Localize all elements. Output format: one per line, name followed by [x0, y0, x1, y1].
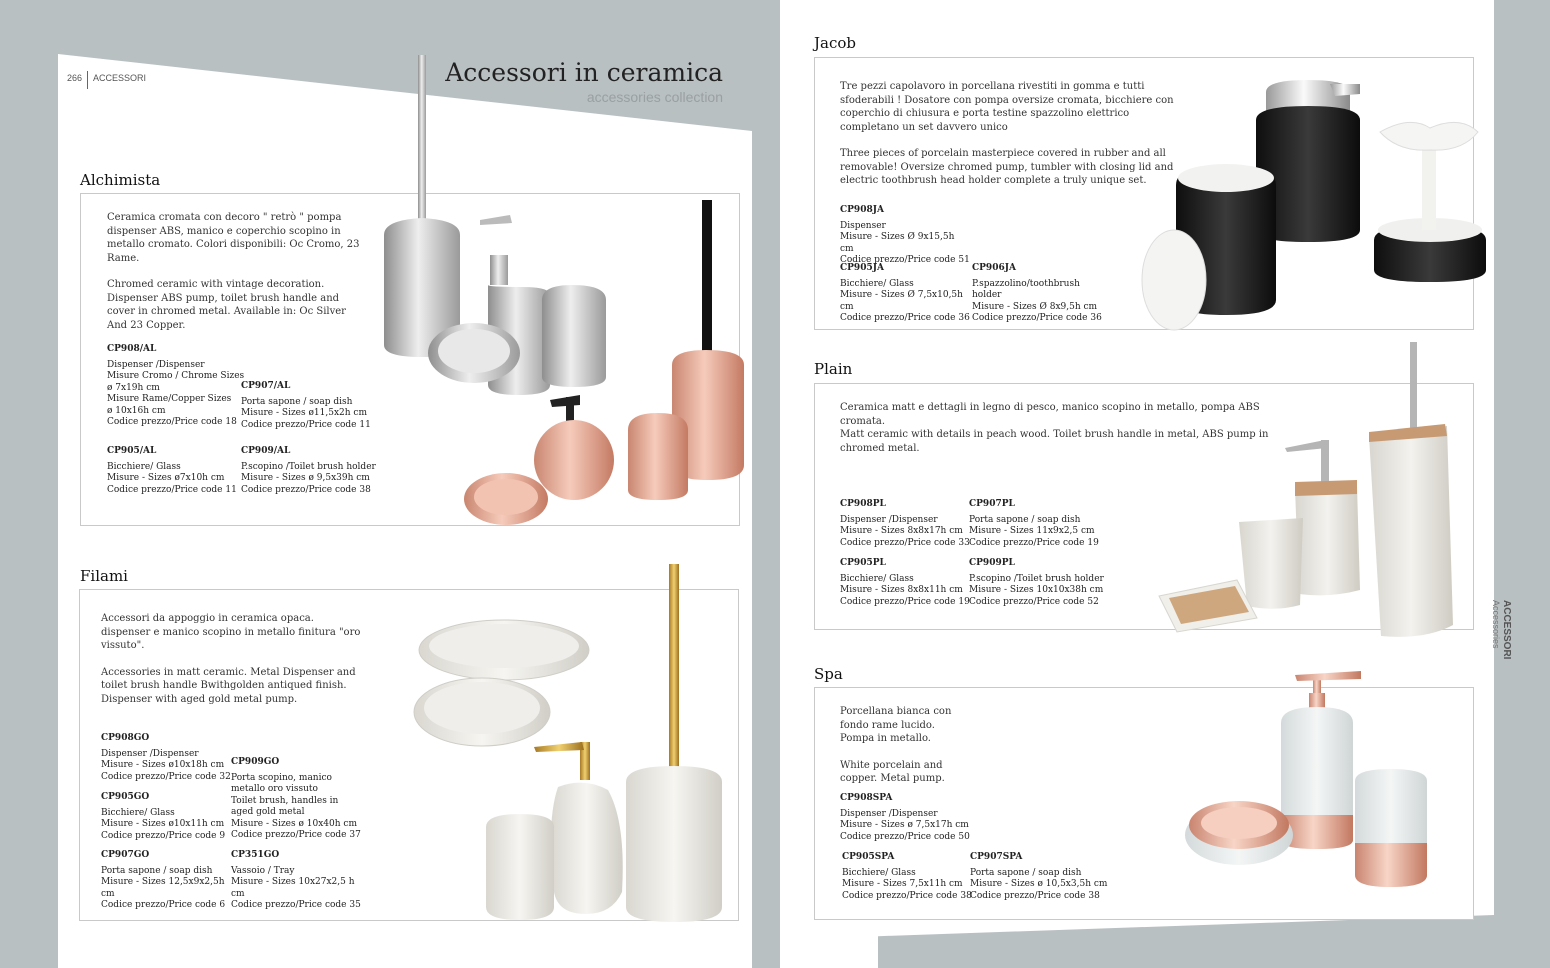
product-line: Bicchiere/ Glass	[101, 807, 175, 818]
alchimista-desc-en: Chromed ceramic with vintage decoration. Dispenser ABS pump, toilet brush handle and cover in chromed metal. Available in: Oc Silver And 23 Copper.	[107, 279, 346, 331]
product-code: CP905PL	[840, 558, 886, 568]
product-line: Codice prezzo/Price code 35	[231, 900, 361, 910]
product-code: CP351GO	[231, 850, 280, 860]
product-line: Porta sapone / soap dish	[101, 865, 213, 876]
product-line: Misure - Sizes 8x8x11h cm	[840, 585, 963, 595]
product-cp907go	[101, 850, 231, 912]
alchimista-product-photo	[380, 55, 720, 535]
section-title-plain: Plain	[814, 360, 853, 378]
spa-desc-it: Porcellana bianca con fondo rame lucido. Pompa in metallo.	[840, 706, 952, 744]
spa-desc-en: White porcelain and copper. Metal pump.	[840, 759, 945, 784]
product-line: P.spazzolino/toothbrush holder	[972, 278, 1080, 300]
product-line: ø 10x16h cm	[107, 405, 166, 416]
product-code: CP908PL	[840, 499, 886, 509]
product-line: ø 7x19h cm	[107, 382, 160, 393]
product-line: Codice prezzo/Price code 36	[840, 313, 970, 323]
side-tab	[1491, 600, 1512, 659]
product-code: CP907SPA	[970, 852, 1023, 862]
product-line: Porta sapone / soap dish	[970, 867, 1082, 878]
header-divider	[87, 71, 88, 89]
product-line: Bicchiere/ Glass	[840, 573, 914, 584]
product-line: Misure - Sizes ø 10,5x3,5h cm	[970, 879, 1108, 889]
alchimista-description	[107, 211, 365, 345]
product-line: Misure - Sizes ø 9,5x39h cm	[241, 473, 370, 483]
product-code: CP905/AL	[107, 446, 157, 456]
product-line: Dispenser /Dispenser	[101, 748, 199, 759]
product-line: Codice prezzo/Price code 36	[972, 313, 1102, 323]
product-cp905go	[101, 792, 231, 842]
product-line: Codice prezzo/Price code 50	[840, 831, 970, 842]
product-line: Toilet brush, handles in	[231, 795, 339, 806]
plain-desc-en: Matt ceramic with details in peach wood. Toilet brush handle in metal, ABS pump in chromed metal.	[840, 429, 1269, 454]
product-line: Codice prezzo/Price code 6	[101, 900, 226, 910]
filami-product-photo	[412, 562, 732, 942]
section-title-alchimista: Alchimista	[80, 171, 161, 189]
product-line: Vassoio / Tray	[231, 865, 295, 876]
product-line: Dispenser	[840, 220, 886, 231]
product-line: Porta scopino, manico	[231, 772, 332, 783]
product-line: Misure - Sizes 11x9x2,5 cm	[969, 526, 1095, 536]
product-cp908go	[101, 733, 231, 783]
page-section-label: ACCESSORI	[93, 73, 147, 83]
product-cp909-al	[241, 446, 391, 496]
product-line: Misure - Sizes Ø 8x9,5h cm	[972, 301, 1098, 312]
product-line: Porta sapone / soap dish	[241, 396, 353, 407]
product-line: Misure - Sizes 8x8x17h cm	[840, 526, 963, 536]
jacob-desc-en: Three pieces of porcelain masterpiece covered in rubber and all removable! Oversize chromed pump, tumbler with closing lid and electric toothbrush head holder complete a truly unique set.	[840, 148, 1174, 186]
product-code: CP907PL	[969, 499, 1015, 509]
product-line: Codice prezzo/Price code 11	[241, 419, 371, 430]
product-line: aged gold metal	[231, 807, 305, 817]
product-line: Codice prezzo/Price code 33	[840, 537, 970, 548]
spa-product-photo	[1185, 665, 1445, 895]
product-cp907-al	[241, 381, 381, 431]
product-line: Misure - Sizes Ø 7,5x10,5h cm	[840, 290, 963, 312]
product-line: Porta sapone / soap dish	[969, 514, 1081, 525]
product-line: Bicchiere/ Glass	[842, 867, 916, 878]
product-line: Misure - Sizes 12,5x9x2,5h cm	[101, 877, 225, 899]
product-line: Misure - Sizes ø7x10h cm	[107, 473, 225, 483]
product-line: Misure - Sizes ø10x18h cm	[101, 760, 225, 770]
plain-desc-it: Ceramica matt e dettagli in legno di pesco, manico scopino in metallo, pompa ABS cromata.	[840, 402, 1260, 427]
product-code: CP908SPA	[840, 793, 893, 803]
jacob-product-photo	[1140, 70, 1495, 335]
product-line: Misure - Sizes ø10x11h cm	[101, 819, 225, 829]
jacob-description	[840, 80, 1174, 201]
page-subtitle: accessories collection	[586, 89, 723, 105]
product-line: Misure - Sizes 7,5x11h cm	[842, 879, 963, 889]
product-line: Misure - Sizes ø11,5x2h cm	[241, 408, 367, 418]
product-cp908pl	[840, 499, 970, 549]
product-line: Codice prezzo/Price code 11	[107, 484, 237, 495]
product-code: CP909GO	[231, 757, 280, 767]
product-line: Dispenser /Dispenser	[107, 359, 205, 370]
product-cp907spa	[970, 852, 1110, 902]
product-line: Codice prezzo/Price code 38	[970, 890, 1100, 901]
product-cp351go	[231, 850, 361, 912]
product-line: Misure - Sizes ø 10x40h cm	[231, 818, 357, 829]
right-gray-margin	[1494, 0, 1550, 968]
product-code: CP907/AL	[241, 381, 291, 391]
plain-product-photo	[1155, 340, 1460, 642]
section-title-spa: Spa	[814, 665, 843, 683]
product-code: CP907GO	[101, 850, 150, 860]
product-line: Misure - Sizes 10x27x2,5 h cm	[231, 877, 355, 899]
product-line: Misure - Sizes Ø 9x15,5h cm	[840, 232, 955, 254]
product-line: P.scopino /Toilet brush holder	[241, 461, 376, 472]
product-line: Codice prezzo/Price code 38	[241, 484, 371, 495]
product-line: Codice prezzo/Price code 52	[969, 596, 1099, 607]
product-line: Codice prezzo/Price code 9	[101, 830, 226, 841]
product-code: CP908/AL	[107, 344, 157, 354]
alchimista-desc-it: Ceramica cromata con decoro " retrò " pompa dispenser ABS, manico e coperchio scopino in metallo cromato. Colori disponibili: Oc Cromo, 23 Rame.	[107, 212, 360, 264]
product-cp908ja	[840, 205, 970, 267]
side-tab-main: ACCESSORI	[1501, 600, 1512, 660]
filami-desc-en: Accessories in matt ceramic. Metal Dispenser and toilet brush handle Bwithgolden antiqued finish. Dispenser with aged gold metal pump.	[101, 666, 356, 705]
product-cp907pl	[969, 499, 1109, 549]
product-cp905spa	[842, 852, 972, 902]
product-line: Codice prezzo/Price code 37	[231, 830, 361, 840]
product-line: Misure Rame/Copper Sizes	[107, 394, 232, 404]
product-cp909go	[231, 757, 361, 842]
product-code: CP905JA	[840, 263, 884, 273]
product-line: Dispenser /Dispenser	[840, 514, 938, 525]
product-line: Codice prezzo/Price code 51	[840, 255, 970, 265]
product-cp905ja	[840, 263, 972, 325]
product-line: metallo oro vissuto	[231, 784, 318, 794]
product-line: Misure Cromo / Chrome Sizes	[107, 371, 245, 381]
filami-description	[101, 612, 363, 719]
product-code: CP909PL	[969, 558, 1015, 568]
product-line: Misure - Sizes ø 7,5x17h cm	[840, 820, 969, 830]
side-tab-sub: Accessories	[1491, 600, 1501, 649]
product-line: Codice prezzo/Price code 38	[842, 890, 972, 901]
product-line: Dispenser /Dispenser	[840, 808, 938, 819]
product-cp906ja	[972, 263, 1112, 325]
product-line: Codice prezzo/Price code 18	[107, 417, 237, 427]
product-code: CP905SPA	[842, 852, 895, 862]
product-code: CP905GO	[101, 792, 150, 802]
product-line: P.scopino /Toilet brush holder	[969, 573, 1104, 584]
product-line: Misure - Sizes 10x10x38h cm	[969, 585, 1104, 595]
product-cp908spa	[840, 793, 970, 843]
product-line: Bicchiere/ Glass	[840, 278, 914, 289]
product-line: Codice prezzo/Price code 19	[840, 596, 970, 607]
product-line: Codice prezzo/Price code 32	[101, 771, 231, 782]
product-cp908-al	[107, 344, 247, 429]
page-number: 266	[67, 73, 83, 83]
page-title: Accessori in ceramica	[445, 58, 723, 87]
jacob-desc-it: Tre pezzi capolavoro in porcellana rivestiti in gomma e tutti sfoderabili ! Dosatore con pompa oversize cromata, bicchiere con coperchio di chiusura e porta testine spazzolino elettrico completano un set davvero unico	[840, 81, 1174, 133]
product-cp905-al	[107, 446, 247, 496]
product-code: CP909/AL	[241, 446, 291, 456]
product-code: CP908JA	[840, 205, 884, 215]
product-code: CP906JA	[972, 263, 1016, 273]
spa-description	[840, 705, 972, 799]
filami-desc-it: Accessori da appoggio in ceramica opaca. dispenser e manico scopino in metallo finitura "oro vissuto".	[101, 613, 361, 651]
product-code: CP908GO	[101, 733, 150, 743]
product-cp909pl	[969, 558, 1119, 608]
section-title-filami: Filami	[80, 567, 128, 585]
section-title-jacob: Jacob	[814, 34, 856, 52]
product-line: Bicchiere/ Glass	[107, 461, 181, 472]
product-cp905pl	[840, 558, 970, 608]
product-line: Codice prezzo/Price code 19	[969, 537, 1099, 548]
